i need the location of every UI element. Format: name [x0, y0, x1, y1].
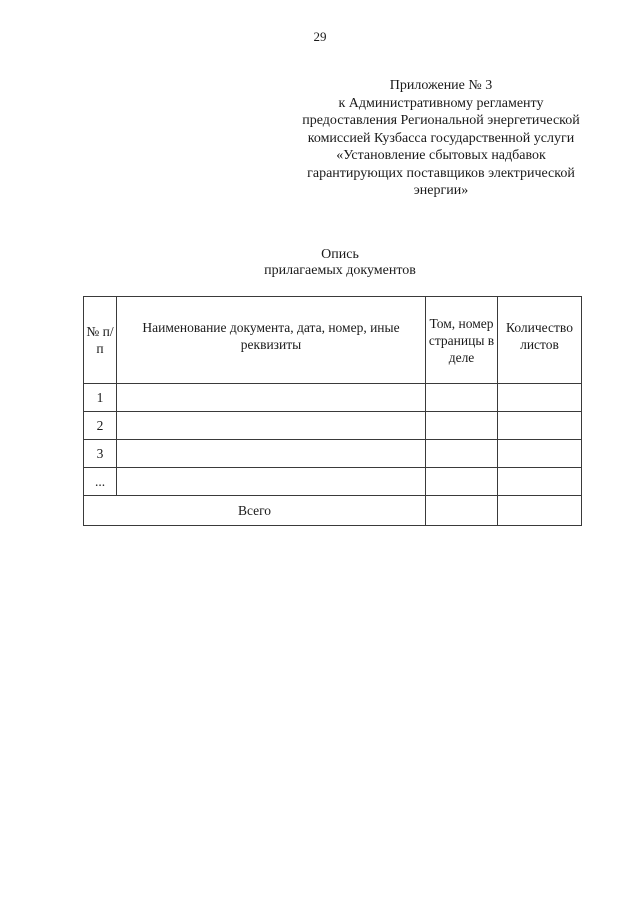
document-title-line1: Опись	[321, 247, 359, 262]
cell-number: 3	[84, 440, 117, 468]
cell-volume-page	[426, 468, 498, 496]
header-number: № п/п	[84, 297, 117, 384]
cell-sheet-count	[498, 468, 582, 496]
cell-sheet-count	[498, 384, 582, 412]
table-row	[84, 412, 582, 440]
cell-number: ...	[84, 468, 117, 496]
header-sheet-count: Количество листов	[498, 297, 582, 384]
appendix-line: предоставления Региональной энергетической	[302, 113, 580, 128]
header-volume-page: Том, номер страницы в деле	[426, 297, 498, 384]
page-number: 29	[313, 29, 327, 44]
cell-volume-page	[426, 440, 498, 468]
document-title	[200, 247, 480, 279]
total-volume-page	[426, 496, 498, 526]
appendix-line: комиссией Кузбасса государственной услуги	[307, 130, 575, 146]
table-total-row	[84, 496, 582, 526]
cell-number: 1	[84, 384, 117, 412]
total-label: Всего	[84, 496, 426, 526]
cell-number: 2	[84, 412, 117, 440]
cell-document-name	[117, 440, 426, 468]
table-row	[84, 468, 582, 496]
cell-sheet-count	[498, 412, 582, 440]
appendix-line: Приложение № 3	[389, 78, 493, 93]
cell-document-name	[117, 412, 426, 440]
appendix-line: «Установление сбытовых надбавок	[336, 148, 546, 163]
cell-volume-page	[426, 384, 498, 412]
inventory-table	[83, 296, 582, 526]
header-document-name: Наименование документа, дата, номер, иные реквизиты	[117, 297, 426, 384]
appendix-header	[280, 77, 602, 200]
total-sheet-count	[498, 496, 582, 526]
table-row	[84, 384, 582, 412]
appendix-line: к Административному регламенту	[338, 95, 544, 111]
appendix-line: гарантирующих поставщиков электрической	[307, 165, 575, 181]
cell-document-name	[117, 384, 426, 412]
cell-document-name	[117, 468, 426, 496]
table-row	[84, 440, 582, 468]
document-title-line2: прилагаемых документов	[264, 263, 416, 278]
cell-sheet-count	[498, 440, 582, 468]
table-header-row	[84, 297, 582, 384]
appendix-line: энергии»	[413, 183, 469, 198]
cell-volume-page	[426, 412, 498, 440]
